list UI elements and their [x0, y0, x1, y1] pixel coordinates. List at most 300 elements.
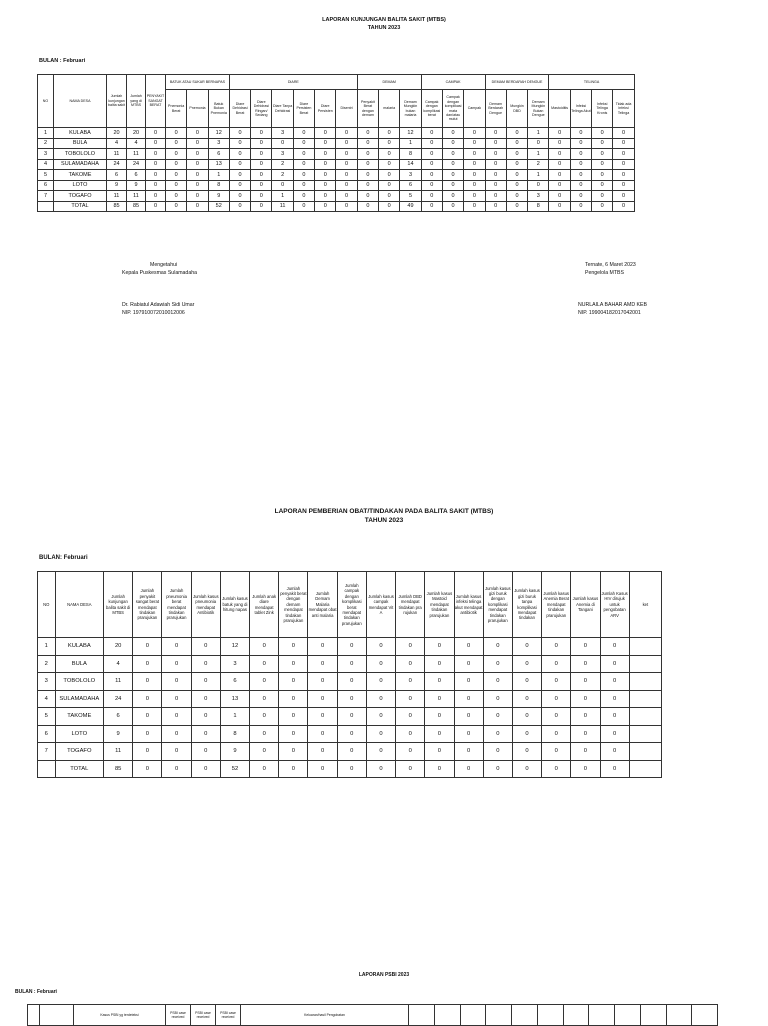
cell-value: 0 — [308, 725, 337, 743]
column-header: Jumlah DBD mendapat tindakan pra rujukan — [396, 572, 425, 638]
cell-value: 0 — [570, 159, 591, 170]
cell-value: 0 — [613, 159, 634, 170]
report3-table — [27, 1004, 718, 1026]
cell-value: 0 — [191, 655, 220, 673]
row-no: 2 — [38, 138, 54, 149]
sub-header: Tidak ada Infeksi Telinga — [613, 90, 634, 128]
column-header: ket — [629, 572, 661, 638]
cell-value — [629, 760, 661, 778]
table-row — [38, 725, 662, 743]
cell-value: 0 — [251, 149, 272, 160]
cell-value: 6 — [220, 673, 249, 691]
cell-value: 0 — [357, 138, 378, 149]
cell-value: 0 — [379, 191, 400, 202]
cell-value: 0 — [308, 673, 337, 691]
row-no: 3 — [38, 673, 56, 691]
column-header: Jumlah Kasus HIV dirujuk untuk pengobatan ARV — [600, 572, 629, 638]
report3-header-received-3: PSBI case received — [216, 1005, 241, 1026]
cell-value: 3 — [272, 149, 293, 160]
cell-value: 0 — [506, 170, 527, 181]
cell-value: 0 — [293, 128, 314, 139]
column-header: Jumlah kunjungan balita sakit di MTBS — [104, 572, 133, 638]
row-no: 7 — [38, 743, 56, 761]
report1-bulan: BULAN : Februari — [39, 58, 86, 64]
cell-value: 0 — [542, 743, 571, 761]
total-label: TOTAL — [55, 760, 104, 778]
cell-value: 0 — [485, 191, 506, 202]
cell-value: 0 — [187, 201, 208, 212]
cell-value: 12 — [208, 128, 229, 139]
row-desa: KULABA — [54, 128, 107, 139]
cell-value: 0 — [229, 149, 250, 160]
cell-value: 0 — [133, 708, 162, 726]
cell-value: 0 — [592, 149, 613, 160]
column-header: Jumlah kasus infeksi telinga akut mendapat antibiotik — [454, 572, 483, 638]
cell-value: 0 — [485, 128, 506, 139]
cell-value: 0 — [166, 138, 187, 149]
cell-value: 11 — [104, 673, 133, 691]
cell-value: 85 — [107, 201, 127, 212]
table-row — [38, 673, 662, 691]
cell-value: 0 — [315, 128, 336, 139]
cell-value: 0 — [592, 138, 613, 149]
cell-value: 1 — [400, 138, 421, 149]
sig-right-title: Pengelola MTBS — [585, 270, 624, 276]
report3-header-detected: Kasus PSBI yg terdeteksi — [74, 1005, 166, 1026]
cell-value: 0 — [571, 708, 600, 726]
cell-value: 0 — [570, 191, 591, 202]
cell-value: 0 — [421, 128, 442, 139]
sub-header: Demam Mungkin bukan malaria — [400, 90, 421, 128]
cell-value: 0 — [542, 760, 571, 778]
cell-value: 0 — [279, 655, 308, 673]
cell-value: 0 — [600, 708, 629, 726]
cell-value: 3 — [528, 191, 549, 202]
cell-value: 24 — [104, 690, 133, 708]
cell-value: 0 — [251, 180, 272, 191]
cell-value: 0 — [483, 673, 512, 691]
report2-bulan: BULAN: Februari — [39, 555, 88, 561]
cell-value: 0 — [600, 655, 629, 673]
column-header: Jumlah anak diare mendapat tablet Zink — [250, 572, 279, 638]
cell-value: 0 — [250, 690, 279, 708]
cell-value: 0 — [357, 191, 378, 202]
cell-value: 0 — [146, 201, 166, 212]
cell-value: 0 — [366, 743, 395, 761]
row-no: 1 — [38, 638, 56, 656]
cell-value: 3 — [208, 138, 229, 149]
cell-value: 12 — [220, 638, 249, 656]
col-no: NO — [38, 75, 54, 128]
cell-value: 0 — [512, 655, 541, 673]
row-desa: LOTO — [55, 725, 104, 743]
cell-value: 0 — [191, 760, 220, 778]
sub-header: Penyakit Berat dengan demam — [357, 90, 378, 128]
cell-value: 0 — [146, 138, 166, 149]
cell-value: 0 — [549, 180, 570, 191]
cell-value: 0 — [571, 655, 600, 673]
cell-value: 11 — [127, 149, 146, 160]
cell-value: 0 — [442, 159, 463, 170]
cell-value: 0 — [483, 655, 512, 673]
cell-value: 0 — [366, 760, 395, 778]
cell-value: 0 — [293, 201, 314, 212]
cell-value: 0 — [425, 690, 454, 708]
cell-value: 1 — [208, 170, 229, 181]
cell-value: 0 — [464, 138, 485, 149]
cell-value: 0 — [308, 743, 337, 761]
cell-value: 0 — [485, 180, 506, 191]
cell-value — [629, 673, 661, 691]
table-row — [38, 180, 699, 191]
sub-header: Campak dengan komplikasi berat — [421, 90, 442, 128]
cell-value: 0 — [485, 159, 506, 170]
total-blank — [38, 201, 54, 212]
cell-value: 0 — [191, 708, 220, 726]
cell-value: 0 — [454, 690, 483, 708]
cell-value: 0 — [454, 760, 483, 778]
cell-value: 52 — [208, 201, 229, 212]
cell-value: 0 — [133, 690, 162, 708]
cell-value: 0 — [272, 138, 293, 149]
cell-value: 0 — [337, 760, 366, 778]
cell-value: 0 — [191, 638, 220, 656]
cell-value: 0 — [357, 170, 378, 181]
cell-value: 0 — [613, 170, 634, 181]
sub-header: Mastoiditis — [549, 90, 570, 128]
sub-header: Batuk Bukan Pnemonia — [208, 90, 229, 128]
cell-value: 0 — [308, 690, 337, 708]
row-desa: SULAMADAHA — [54, 159, 107, 170]
sub-header: Diare Tanpa Dehidrasi — [272, 90, 293, 128]
cell-value: 11 — [107, 191, 127, 202]
cell-value: 0 — [379, 138, 400, 149]
cell-value: 0 — [336, 159, 357, 170]
cell-value: 6 — [127, 170, 146, 181]
cell-value: 0 — [250, 725, 279, 743]
cell-value: 0 — [483, 638, 512, 656]
column-header: Jumlah kasus batuk yang di hitung napas — [220, 572, 249, 638]
cell-value: 0 — [442, 128, 463, 139]
cell-value: 0 — [187, 170, 208, 181]
cell-value: 0 — [485, 149, 506, 160]
cell-value: 0 — [146, 159, 166, 170]
cell-value: 0 — [549, 191, 570, 202]
cell-value: 0 — [570, 138, 591, 149]
cell-value: 0 — [421, 138, 442, 149]
cell-value: 0 — [357, 201, 378, 212]
cell-value: 0 — [483, 708, 512, 726]
cell-value: 0 — [613, 201, 634, 212]
cell-value: 0 — [592, 170, 613, 181]
cell-value: 0 — [613, 149, 634, 160]
cell-value: 6 — [107, 170, 127, 181]
cell-value: 0 — [133, 760, 162, 778]
cell-value: 13 — [220, 690, 249, 708]
table-row — [38, 149, 699, 160]
sub-header: Pnemonia — [187, 90, 208, 128]
cell-value — [629, 743, 661, 761]
cell-value: 0 — [357, 149, 378, 160]
cell-value: 85 — [127, 201, 146, 212]
cell-value: 0 — [396, 655, 425, 673]
cell-value: 0 — [379, 180, 400, 191]
cell-value: 2 — [272, 159, 293, 170]
cell-value: 0 — [571, 760, 600, 778]
cell-value — [629, 708, 661, 726]
cell-value: 0 — [308, 655, 337, 673]
column-header: NO — [38, 572, 56, 638]
sub-header: Diare Dehidrasi Ringan/ Sedang — [251, 90, 272, 128]
cell-value: 0 — [191, 673, 220, 691]
column-header: Jumlah pneumonia berat mendapat tindakan prarujukan — [162, 572, 191, 638]
row-no: 5 — [38, 708, 56, 726]
column-header: Jumlah kasus gizi buruk dengan komplikasi mendapat tindakan prarujukan — [483, 572, 512, 638]
sub-header: Demam Mungkin Bukan Dengue — [528, 90, 549, 128]
report3-title: LAPORAN PSBI 2023 — [358, 972, 410, 978]
cell-value: 13 — [208, 159, 229, 170]
cell-value: 0 — [454, 638, 483, 656]
cell-value: 0 — [425, 655, 454, 673]
cell-value: 0 — [613, 191, 634, 202]
column-header: Jumlah kasus Anemia di Tangani — [571, 572, 600, 638]
cell-value: 0 — [337, 673, 366, 691]
cell-value: 0 — [337, 638, 366, 656]
cell-value: 0 — [512, 673, 541, 691]
cell-value: 0 — [315, 159, 336, 170]
cell-value: 0 — [166, 149, 187, 160]
column-header: Jumlah penyakit sangat berat mendapat tindakan prarujukan — [133, 572, 162, 638]
cell-value: 9 — [107, 180, 127, 191]
table-row — [38, 638, 662, 656]
cell-value: 0 — [592, 191, 613, 202]
cell-value: 0 — [146, 149, 166, 160]
cell-value: 0 — [337, 743, 366, 761]
cell-value: 0 — [592, 180, 613, 191]
cell-value: 85 — [104, 760, 133, 778]
cell-value: 0 — [315, 138, 336, 149]
sub-header: Campak dengan komplikasi mata dan/atau mulut — [442, 90, 463, 128]
sig-right-name: NURLAILA BAHAR AMD KEB — [578, 302, 647, 308]
group-diare: DIARE — [229, 75, 357, 90]
cell-value: 0 — [613, 180, 634, 191]
sub-header: Infeksi Telinga Kronis — [592, 90, 613, 128]
cell-value: 0 — [379, 159, 400, 170]
cell-value: 0 — [133, 673, 162, 691]
cell-value: 0 — [570, 149, 591, 160]
cell-value: 0 — [571, 725, 600, 743]
sig-right-nip: NIP. 199004182017042001 — [578, 310, 641, 316]
cell-value: 0 — [272, 180, 293, 191]
cell-value: 0 — [571, 638, 600, 656]
cell-value: 0 — [512, 743, 541, 761]
sub-header: malaria — [379, 90, 400, 128]
cell-value: 0 — [336, 128, 357, 139]
table-row — [38, 128, 699, 139]
sub-header: Diare Persisten — [315, 90, 336, 128]
cell-value: 0 — [549, 128, 570, 139]
cell-value: 0 — [336, 201, 357, 212]
sig-left-title: Kepala Puskesmas Sulamadaha — [122, 270, 197, 276]
row-desa: LOTO — [54, 180, 107, 191]
cell-value: 52 — [220, 760, 249, 778]
cell-value: 1 — [272, 191, 293, 202]
cell-value: 0 — [464, 128, 485, 139]
cell-value: 0 — [308, 708, 337, 726]
cell-value: 0 — [229, 180, 250, 191]
cell-value: 0 — [549, 201, 570, 212]
row-no: 7 — [38, 191, 54, 202]
cell-value: 0 — [279, 760, 308, 778]
cell-value: 0 — [162, 760, 191, 778]
cell-value: 0 — [396, 690, 425, 708]
cell-value: 0 — [542, 655, 571, 673]
cell-value: 1 — [528, 128, 549, 139]
cell-value: 0 — [454, 655, 483, 673]
cell-value: 0 — [146, 128, 166, 139]
table-row — [38, 138, 699, 149]
cell-value: 0 — [357, 180, 378, 191]
cell-value: 0 — [396, 708, 425, 726]
row-no: 6 — [38, 180, 54, 191]
cell-value: 0 — [506, 159, 527, 170]
cell-value: 0 — [464, 180, 485, 191]
cell-value: 0 — [442, 138, 463, 149]
row-desa: KULABA — [55, 638, 104, 656]
total-row — [38, 760, 662, 778]
row-no: 5 — [38, 170, 54, 181]
cell-value: 0 — [592, 201, 613, 212]
cell-value: 0 — [166, 191, 187, 202]
cell-value: 14 — [400, 159, 421, 170]
report1-year: TAHUN 2023 — [367, 25, 401, 31]
cell-value: 0 — [483, 725, 512, 743]
cell-value: 0 — [250, 708, 279, 726]
cell-value: 0 — [366, 708, 395, 726]
cell-value: 0 — [279, 743, 308, 761]
cell-value: 0 — [162, 725, 191, 743]
cell-value: 0 — [229, 138, 250, 149]
group-batuk: BATUK ATAU SUKAR BERNAPAS — [166, 75, 230, 90]
cell-value: 8 — [528, 201, 549, 212]
column-header: Jumlah kasus pneumonia mendapat Antibiotik — [191, 572, 220, 638]
cell-value: 0 — [315, 170, 336, 181]
cell-value: 1 — [220, 708, 249, 726]
cell-value: 0 — [146, 191, 166, 202]
cell-value: 0 — [162, 638, 191, 656]
row-desa: TOBOLOLO — [55, 673, 104, 691]
cell-value: 0 — [191, 725, 220, 743]
col-jumlah-mtbs: Jumlah yang di MTBS — [127, 75, 146, 128]
cell-value: 20 — [127, 128, 146, 139]
cell-value: 0 — [442, 170, 463, 181]
cell-value: 0 — [571, 690, 600, 708]
cell-value: 49 — [400, 201, 421, 212]
cell-value: 0 — [187, 138, 208, 149]
cell-value: 0 — [464, 191, 485, 202]
cell-value: 0 — [293, 191, 314, 202]
row-desa: BULA — [55, 655, 104, 673]
cell-value: 0 — [251, 138, 272, 149]
cell-value: 0 — [293, 149, 314, 160]
column-header: Jumlah kasus campak mendapat Vit A — [366, 572, 395, 638]
cell-value: 0 — [464, 201, 485, 212]
cell-value: 0 — [162, 673, 191, 691]
cell-value: 0 — [613, 138, 634, 149]
cell-value: 0 — [279, 725, 308, 743]
cell-value: 0 — [600, 673, 629, 691]
cell-value: 0 — [542, 725, 571, 743]
cell-value: 0 — [250, 655, 279, 673]
cell-value: 0 — [592, 159, 613, 170]
cell-value: 0 — [454, 673, 483, 691]
cell-value: 0 — [250, 673, 279, 691]
column-header: Jumlah kasus Anemia Berat mendapat tindakan prarujukan — [542, 572, 571, 638]
row-no: 4 — [38, 690, 56, 708]
cell-value: 9 — [220, 743, 249, 761]
table-row — [38, 655, 662, 673]
table-row — [38, 690, 662, 708]
cell-value: 0 — [251, 201, 272, 212]
cell-value: 0 — [315, 191, 336, 202]
cell-value: 0 — [366, 690, 395, 708]
cell-value: 0 — [570, 180, 591, 191]
cell-value: 11 — [104, 743, 133, 761]
cell-value: 0 — [506, 201, 527, 212]
cell-value: 0 — [191, 690, 220, 708]
sub-header: Mungkin DBD — [506, 90, 527, 128]
column-header: NAMA DESA — [55, 572, 104, 638]
cell-value: 4 — [107, 138, 127, 149]
cell-value: 0 — [293, 138, 314, 149]
cell-value: 0 — [336, 170, 357, 181]
cell-value: 0 — [421, 201, 442, 212]
report2-title: LAPORAN PEMBERIAN OBAT/TINDAKAN PADA BALITA SAKIT (MTBS) — [274, 508, 494, 515]
table-row — [38, 708, 662, 726]
cell-value: 0 — [336, 138, 357, 149]
cell-value: 0 — [464, 170, 485, 181]
cell-value: 0 — [528, 180, 549, 191]
row-desa: TOGAFO — [55, 743, 104, 761]
cell-value: 0 — [162, 708, 191, 726]
cell-value: 0 — [425, 743, 454, 761]
sig-left-nip: NIP. 197910072010012006 — [122, 310, 185, 316]
row-desa: TOBOLOLO — [54, 149, 107, 160]
column-header: Jumlah kasus Mastoid mendapat tindakan prarujukan — [425, 572, 454, 638]
cell-value: 0 — [166, 159, 187, 170]
report1-table — [37, 74, 699, 212]
cell-value: 0 — [549, 170, 570, 181]
cell-value: 0 — [366, 638, 395, 656]
cell-value: 0 — [336, 149, 357, 160]
cell-value: 8 — [208, 180, 229, 191]
report3-header-outcome: Keluaran/hasil Pengobatan — [241, 1005, 409, 1026]
column-header: Jumlah penyakit berat dengan demam mendapat tindakan prarujukan — [279, 572, 308, 638]
cell-value: 0 — [250, 743, 279, 761]
cell-value: 0 — [229, 170, 250, 181]
row-no: 4 — [38, 159, 54, 170]
cell-value: 0 — [336, 180, 357, 191]
cell-value: 0 — [442, 191, 463, 202]
cell-value: 3 — [220, 655, 249, 673]
cell-value: 0 — [549, 159, 570, 170]
cell-value: 0 — [229, 191, 250, 202]
cell-value: 0 — [483, 743, 512, 761]
cell-value: 0 — [337, 690, 366, 708]
sub-header: Diare Dehidrasi Berat — [229, 90, 250, 128]
cell-value: 0 — [600, 760, 629, 778]
sig-left-name: Dr. Rabiatul Adawiah Sidi Umar — [122, 302, 195, 308]
